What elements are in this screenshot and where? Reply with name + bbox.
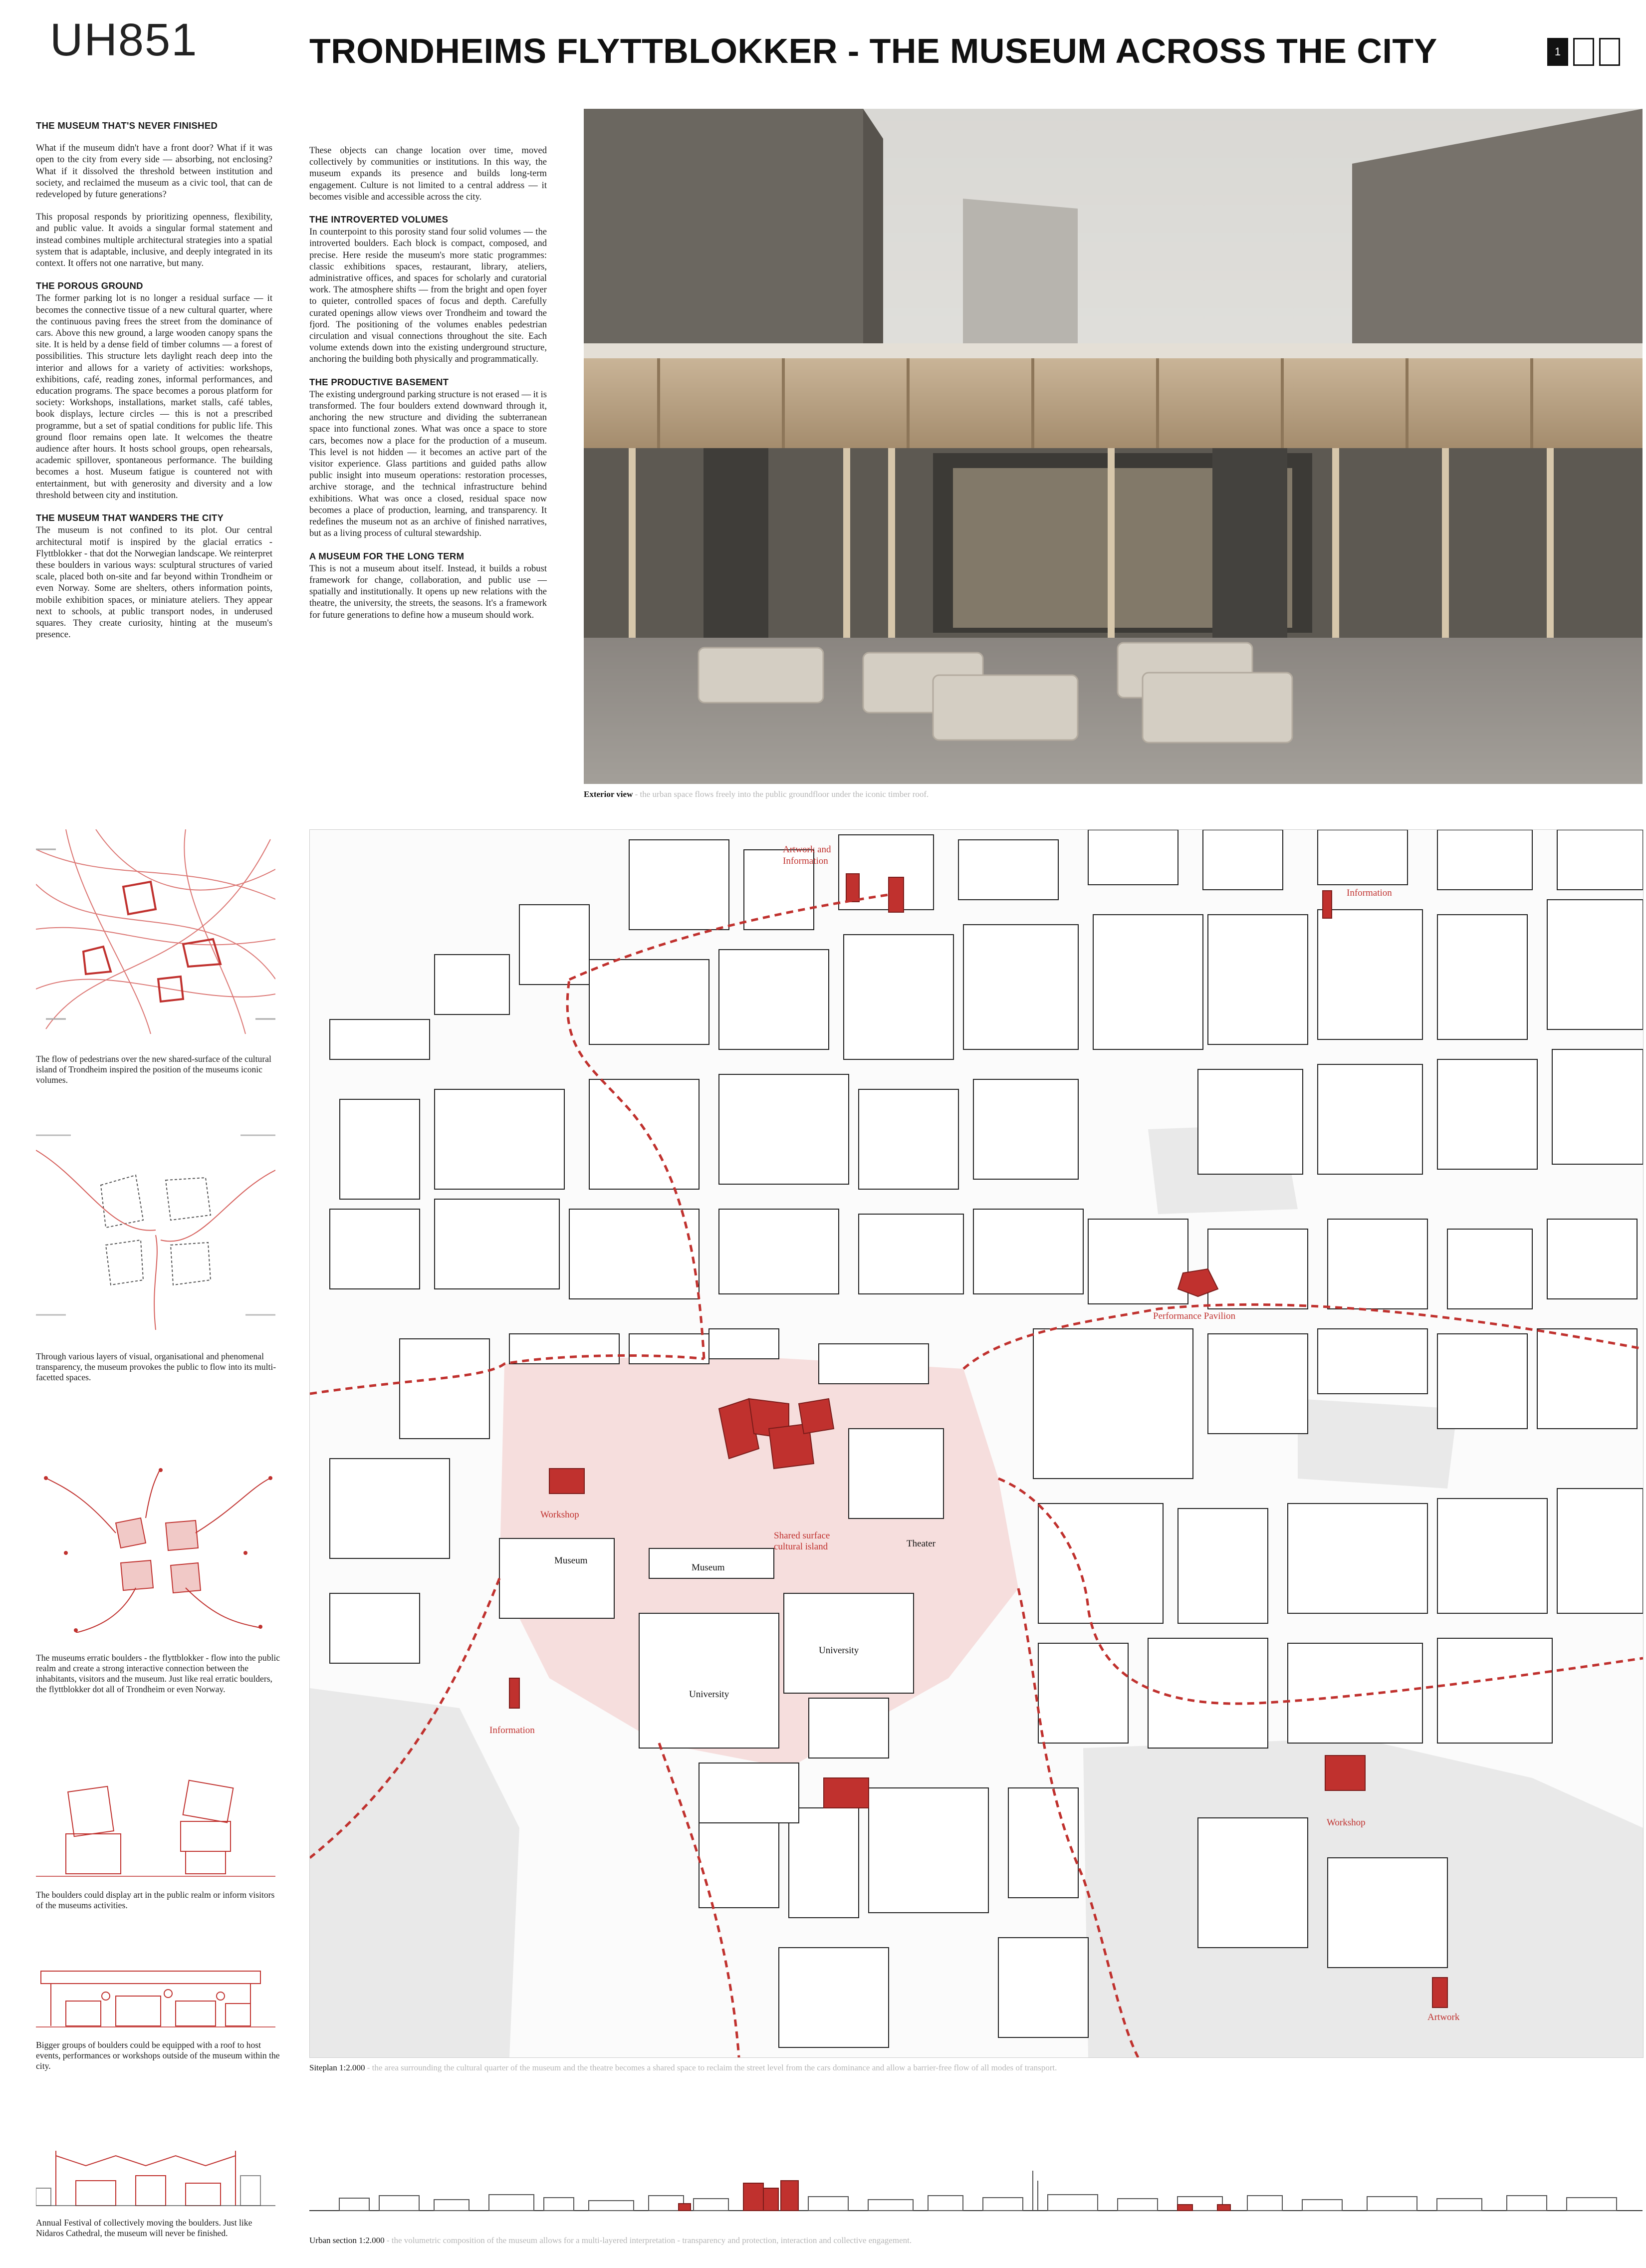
map-label-artwork: Artwork and — [783, 844, 831, 855]
caption-text: - the volumetric composition of the museum allows for a multi-layered interpretation - transparency and protection, interaction and collective engagement. — [384, 2236, 912, 2245]
map-label-museum-1: Museum — [554, 1555, 588, 1566]
paragraph: What if the museum didn't have a front door? What if it was open to the city from every side — absorbing, not enclosing? What if it dissolved the threshold between institution and society, and reclaimed the museum as a civic tool, that can de redeveloped by future generations? — [36, 143, 272, 200]
paragraph: The existing underground parking structure is not erased — it is transformed. The four boulders extend downward through it, anchoring the new structure and dividing the subterranean space into functional zones. What was once a space to store cars, becomes now a place for the production of a museum. This level is not hidden — it becomes an active part of the visitor experience. Glass partitions and guided paths allow public insight into museum operations: restoration processes, archive storage, and the technical infrastructure behind exhibitions. What was once a closed, residual space now becomes a place of production, learning, and transparency. It redefines the museum not as an archive of finished narratives, but as a living process of cultural stewardship. — [309, 389, 547, 539]
transparency-diagram — [36, 1120, 275, 1330]
diagram-caption: Annual Festival of collectively moving the boulders. Just like Nidaros Cathedral, the museum will never be finished. — [36, 2218, 252, 2238]
diagram-caption: The flow of pedestrians over the new shared-surface of the cultural island of Trondheim inspired the position of the museums iconic volumes. — [36, 1054, 271, 1085]
pedestrian-flow-diagram — [36, 829, 275, 1034]
section-caption — [309, 2236, 912, 2246]
diagram-caption: The boulders could display art in the public realm or inform visitors of the museums activities. — [36, 1890, 275, 1910]
siteplan-caption — [309, 2063, 1057, 2073]
text-column-2 — [309, 145, 547, 632]
caption-title: Exterior view — [584, 789, 633, 799]
map-label-performance: Performance Pavilion — [1153, 1311, 1236, 1321]
paragraph: The former parking lot is no longer a residual surface — it becomes the connective tissue of a new cultural quarter, where the continuous paving frees the street from the dominance of cars. Above this new ground, a large wooden canopy spans the site. It is held by a dense field of timber columns — a forest of possibilities. This structure lets daylight reach deep into the interior and allows for a variety of activities: workshops, exhibitions, café, reading zones, informal performances, and education programs. The space becomes a porous platform for society: Workshops, installations, market stalls, café tables, book displays, lecture circles — this is not a prescribed programme, but a set of spatial conditions for public life. This ground floor remains open late. It welcomes the theatre audience after hours. It hosts school groups, open rehearsals, academic spillover, spontaneous performance. The building becomes a host. Museum fatigue is countered not with entertainment, but with generosity and diversity and a low threshold between city and institution. — [36, 293, 272, 501]
boulder-art-diagram — [36, 1774, 275, 1879]
paragraph: In counterpoint to this porosity stand four solid volumes — the introverted boulders. Each block is compact, composed, and precise. Here reside the museum's more static programmes: classic exhibitions spaces, restaurant, library, ateliers, administrative offices, and spaces for scholarly and curatorial work. The atmosphere shifts — from the bright and open foyer to quieter, controlled spaces of focus and depth. Carefully curated openings allow views over Trondheim and toward the fjord. The positioning of the volumes enables pedestrian circulation and visual connections throughout the site. Each volume extends down into the existing underground structure, anchoring the building both physically and programmatically. — [309, 227, 547, 365]
section-heading: THE POROUS GROUND — [36, 280, 143, 291]
caption-title: Urban section 1:2.000 — [309, 2236, 385, 2245]
paragraph: These objects can change location over time, moved collectively by communities or institutions. In this way, the museum expands its presence and builds long-term engagement. Culture is not limited to a central address — it becomes visible and accessible across the city. — [309, 145, 547, 202]
page-2-tab[interactable] — [1573, 38, 1594, 66]
caption-text: - the urban space flows freely into the public groundfloor under the iconic timber roof. — [633, 789, 929, 799]
map-label-university-1: University — [819, 1645, 859, 1656]
urban-section — [309, 2161, 1643, 2216]
map-label-shared-1: Shared surface — [774, 1530, 830, 1541]
diagram-caption: The museums erratic boulders - the flyttblokker - flow into the public realm and create a strong interactive connection between the inhabitants, visitors and the museum. Just like real erratic boulders, the flyttblokker dot all of Trondheim or even Norway. — [36, 1653, 280, 1694]
pavilion-diagram — [36, 1966, 275, 2031]
map-label-information-w: Information — [489, 1725, 535, 1736]
festival-diagram — [36, 2141, 275, 2208]
map-label-workshop-e: Workshop — [1327, 1817, 1366, 1828]
project-code: UH851 — [50, 14, 198, 65]
map-label-workshop-w: Workshop — [540, 1510, 579, 1520]
map-label-theater: Theater — [907, 1538, 936, 1549]
map-label-museum-2: Museum — [692, 1562, 725, 1573]
boulder-flow-diagram — [36, 1468, 275, 1633]
exterior-render — [584, 109, 1643, 784]
exterior-render-image — [584, 109, 1643, 784]
paragraph: This proposal responds by prioritizing openness, flexibility, and public value. It avoids a singular formal statement and instead combines multiple architectural strategies into a spatial system that is adaptable, inclusive, and deeply integrated in its context. It offers not one narrative, but many. — [36, 212, 272, 269]
map-label-artwork-se: Artwork — [1427, 2012, 1460, 2022]
section-heading: THE MUSEUM THAT WANDERS THE CITY — [36, 512, 224, 523]
hero-caption — [584, 789, 929, 799]
paragraph: This is not a museum about itself. Instead, it builds a robust framework for change, collaboration, and public use — spatially and institutionally. It opens up new relations with the theatre, the university, the streets, the seasons. It's a framework for future generations to define how a museum should work. — [309, 563, 547, 620]
section-heading: THE MUSEUM THAT'S NEVER FINISHED — [36, 120, 218, 131]
siteplan-map[interactable] — [309, 829, 1644, 2058]
diagram-caption: Through various layers of visual, organisational and phenomenal transparency, the museum provokes the public to flow into its multi-facetted spaces. — [36, 1351, 276, 1382]
caption-title: Siteplan 1:2.000 — [309, 2063, 365, 2072]
text-column-1 — [36, 120, 272, 651]
page-1-tab[interactable]: 1 — [1547, 38, 1568, 66]
map-label-university-2: University — [689, 1689, 729, 1700]
section-heading: A MUSEUM FOR THE LONG TERM — [309, 550, 465, 561]
section-heading: THE INTROVERTED VOLUMES — [309, 214, 449, 225]
map-label-information: Information — [783, 856, 828, 866]
page-3-tab[interactable] — [1599, 38, 1620, 66]
caption-text: - the area surrounding the cultural quarter of the museum and the theatre becomes a shared space to reclaim the street level from the cars dominance and allow a barrier-free flow of all modes of transport. — [365, 2063, 1057, 2072]
map-label-information-ne: Information — [1347, 888, 1392, 898]
map-label-shared-2: cultural island — [774, 1541, 828, 1552]
page-indicator — [1547, 38, 1620, 66]
poster-title: TRONDHEIMS FLYTTBLOKKER - THE MUSEUM ACROSS THE CITY — [309, 31, 1437, 70]
paragraph: The museum is not confined to its plot. Our central architectural motif is inspired by the glacial erratics - Flyttblokker - that dot the Norwegian landscape. We reinterpret these boulders in various ways: sculptural structures of varied scale, placed both on-site and far beyond within Trondheim or even Norway. Some are shelters, others information points, mobile exhibition spaces, or miniature ateliers. They appear next to schools, at public transport nodes, in underused squares. They create curiosity, hinting at the museum's presence. — [36, 525, 272, 640]
diagram-caption: Bigger groups of boulders could be equipped with a roof to host events, performances or workshops outside of the museum within the city. — [36, 2040, 280, 2071]
section-heading: THE PRODUCTIVE BASEMENT — [309, 376, 449, 387]
